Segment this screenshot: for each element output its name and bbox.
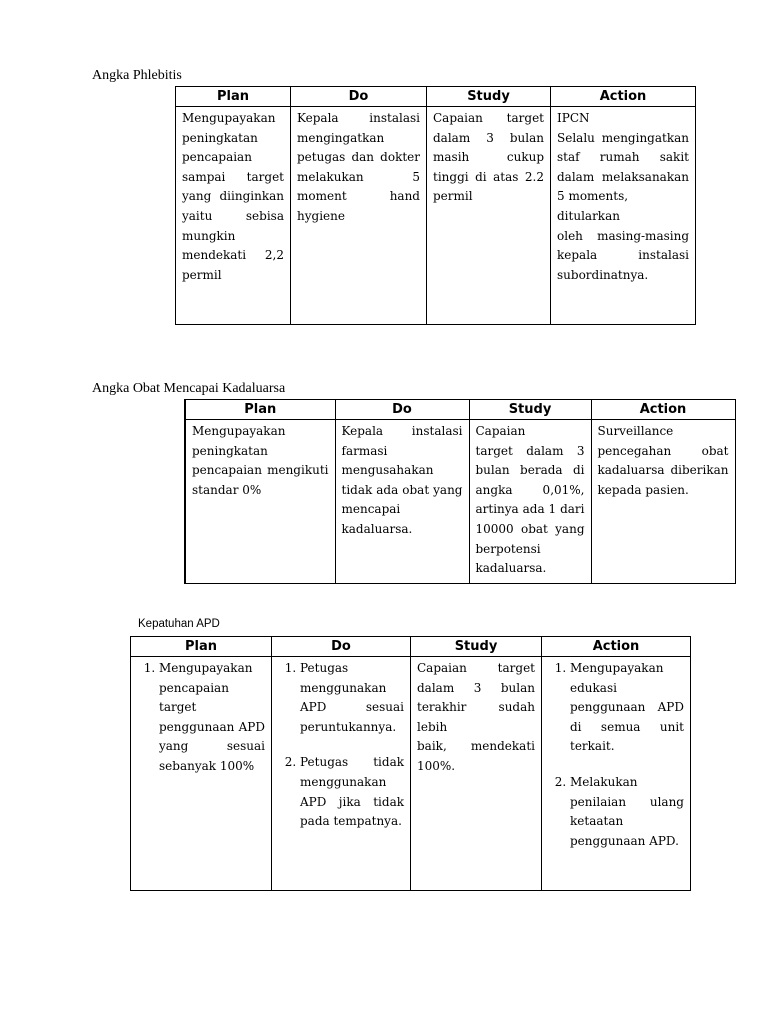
- cell-text: Capaian: [475, 424, 526, 438]
- cell-action: [542, 657, 691, 891]
- header-study: Study: [411, 637, 542, 657]
- cell-text: Capaian target dalam 3 bulan terakhir sudah lebih: [417, 661, 535, 734]
- cell-text: target dalam 3 bulan berada di angka 0,01%, artinya ada 1 dari 10000 obat yang berpotensi kadaluarsa.: [475, 443, 585, 576]
- pdca-table-phlebitis: [175, 86, 696, 325]
- header-do: Do: [335, 400, 469, 420]
- cell-text: baik, mendekati 100%.: [417, 739, 535, 773]
- cell-action: Surveillance pencegahan obat kadaluarsa diberikan kepada pasien.: [591, 420, 735, 584]
- cell-text: IPCN: [557, 111, 590, 125]
- list-item: 1. Mengupayakan edukasi penggunaan APD di semua unit terkait.: [570, 659, 684, 757]
- pdca-table-kadaluarsa: [184, 399, 736, 584]
- list-item: 1. Mengupayakan pencapaian target penggunaan APD yang sesuai sebanyak 100%: [159, 659, 265, 777]
- cell-action: [551, 107, 696, 325]
- section-title-apd: Kepatuhan APD: [138, 618, 220, 630]
- section-title-kadaluarsa: Angka Obat Mencapai Kadaluarsa: [92, 381, 286, 396]
- cell-do: [272, 657, 411, 891]
- cell-study: Capaian target dalam 3 bulan masih cukup tinggi di atas 2.2 permil: [427, 107, 551, 325]
- cell-text: ditularkan: [557, 208, 620, 223]
- header-study: Study: [427, 87, 551, 107]
- cell-study: [469, 420, 591, 584]
- cell-do: Kepala instalasi mengingatkan petugas dan dokter melakukan 5 moment hand hygiene: [291, 107, 427, 325]
- cell-text: oleh masing-masing kepala instalasi subordinatnya.: [557, 228, 689, 282]
- header-plan: Plan: [131, 637, 272, 657]
- cell-text: Selalu mengingatkan staf rumah sakit dalam melaksanakan 5 moments,: [557, 130, 689, 204]
- cell-do: Kepala instalasi farmasi mengusahakan tidak ada obat yang mencapai kadaluarsa.: [335, 420, 469, 584]
- list-item: 2. Melakukan penilaian ulang ketaatan penggunaan APD.: [570, 773, 684, 851]
- header-study: Study: [469, 400, 591, 420]
- header-do: Do: [291, 87, 427, 107]
- header-plan: Plan: [176, 87, 291, 107]
- list-item: 1. Petugas menggunakan APD sesuai peruntukannya.: [300, 659, 404, 737]
- cell-study: [411, 657, 542, 891]
- cell-plan: Mengupayakan peningkatan pencapaian mengikuti standar 0%: [185, 420, 335, 584]
- header-action: Action: [591, 400, 735, 420]
- cell-plan: Mengupayakan peningkatan pencapaian sampai target yang diinginkan yaitu sebisa mungkin mendekati 2,2 permil: [176, 107, 291, 325]
- pdca-table-apd: [130, 636, 691, 891]
- header-plan: Plan: [185, 400, 335, 420]
- cell-plan: [131, 657, 272, 891]
- section-title-phlebitis: Angka Phlebitis: [92, 68, 182, 83]
- header-do: Do: [272, 637, 411, 657]
- header-action: Action: [551, 87, 696, 107]
- header-action: Action: [542, 637, 691, 657]
- list-item: 2. Petugas tidak menggunakan APD jika tidak pada tempatnya.: [300, 753, 404, 831]
